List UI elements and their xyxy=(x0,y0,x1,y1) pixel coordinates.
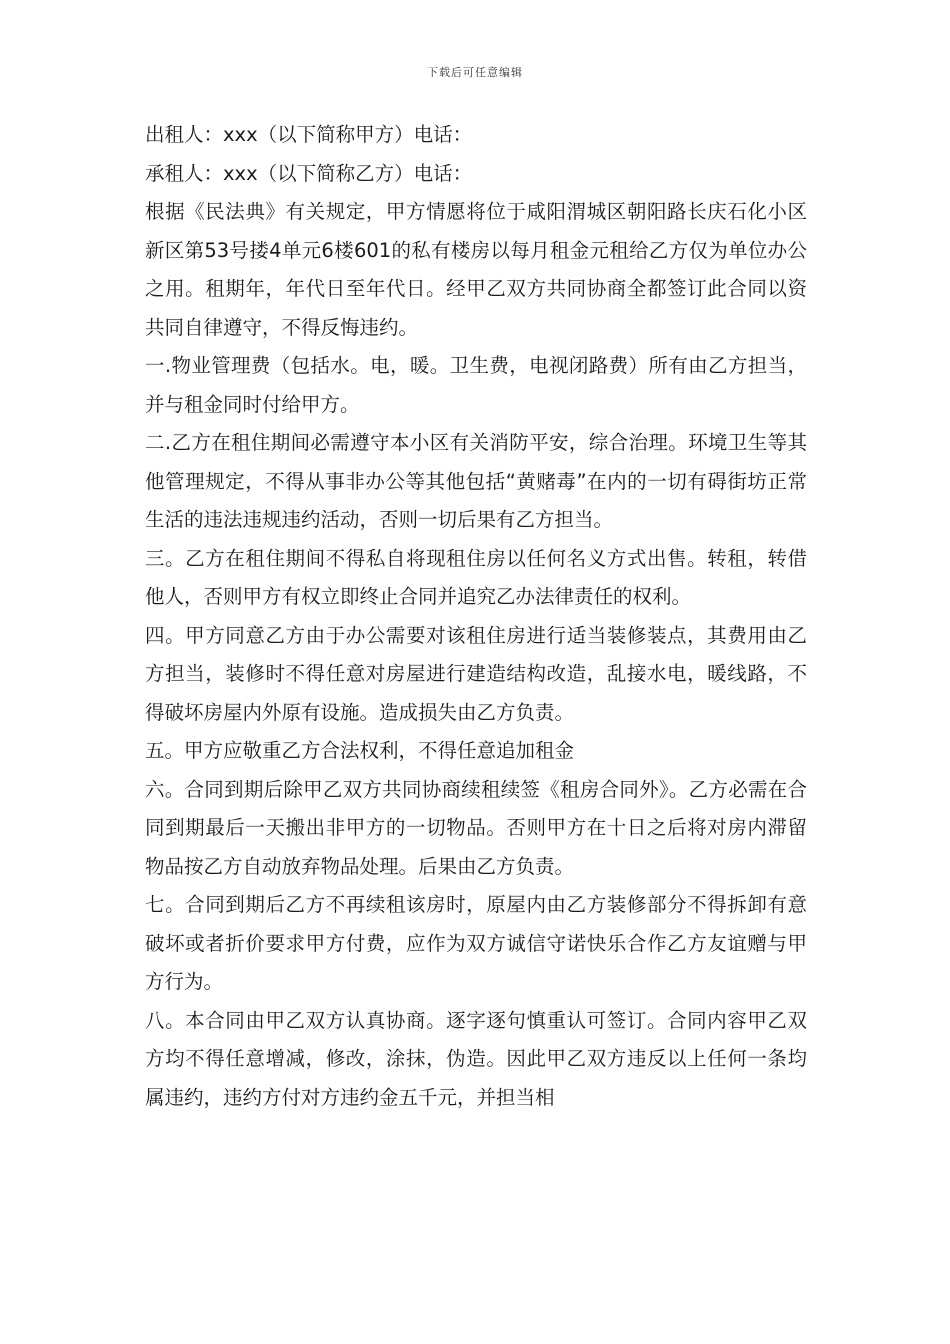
header-note: 下载后可任意编辑 xyxy=(427,66,523,79)
paragraph-clause-7: 七。合同到期后乙方不再续租该房时，原屋内由乙方装修部分不得拆卸有意破坏或者折价要求甲方付费，应作为双方诚信守诺快乐合作乙方友谊赠与甲方行为。 xyxy=(145,893,807,993)
paragraph-clause-8: 八。本合同由甲乙双方认真协商。逐字逐句慎重认可签订。合同内容甲乙双方均不得任意增减，修改，涂抹，伪造。因此甲乙双方违反以上任何一条均属违约，违约方付对方违约金五千元，并担当相 xyxy=(145,1008,807,1109)
paragraph-lessor: 出租人：xxx（以下简称甲方）电话： xyxy=(145,123,473,146)
paragraph-clause-4: 四。甲方同意乙方由于办公需要对该租住房进行适当装修装点，其费用由乙方担当，装修时不得任意对房屋进行建造结构改造，乱接水电，暖线路，不得破坏房屋内外原有设施。造成损失由乙方负责。 xyxy=(145,623,807,724)
paragraph-clause-5: 五。甲方应敬重乙方合法权利，不得任意追加租金 xyxy=(145,739,575,762)
document-body xyxy=(145,116,807,1117)
paragraph-clause-3: 三。乙方在租住期间不得私自将现租住房以任何名义方式出售。转租，转借他人，否则甲方有权立即终止合同并追究乙办法律责任的权利。 xyxy=(145,546,807,608)
paragraph-clause-2: 二.乙方在租住期间必需遵守本小区有关消防平安，综合治理。环境卫生等其他管理规定，不得从事非办公等其他包括“黄赌毒”在内的一切有碍街坊正常生活的违法违规违约活动，否则一切后果有乙方担当。 xyxy=(145,431,807,531)
paragraph-preamble: 根据《民法典》有关规定，甲方情愿将位于咸阳渭城区朝阳路长庆石化小区新区第53号搂4单元6楼601的私有楼房以每月租金元租给乙方仅为单位办公之用。租期年，年代日至年代日。经甲乙双方共同协商全都签订此合同以资共同自律遵守，不得反悔违约。 xyxy=(145,200,807,339)
paragraph-clause-6: 六。合同到期后除甲乙双方共同协商续租续签《租房合同外》。乙方必需在合同到期最后一天搬出非甲方的一切物品。否则甲方在十日之后将对房内滞留物品按乙方自动放弃物品处理。后果由乙方负责。 xyxy=(145,777,807,878)
paragraph-lessee: 承租人：xxx（以下简称乙方）电话： xyxy=(145,161,473,185)
paragraph-clause-1: 一.物业管理费（包括水。电，暖。卫生费，电视闭路费）所有由乙方担当，并与租金同时付给甲方。 xyxy=(145,354,807,416)
